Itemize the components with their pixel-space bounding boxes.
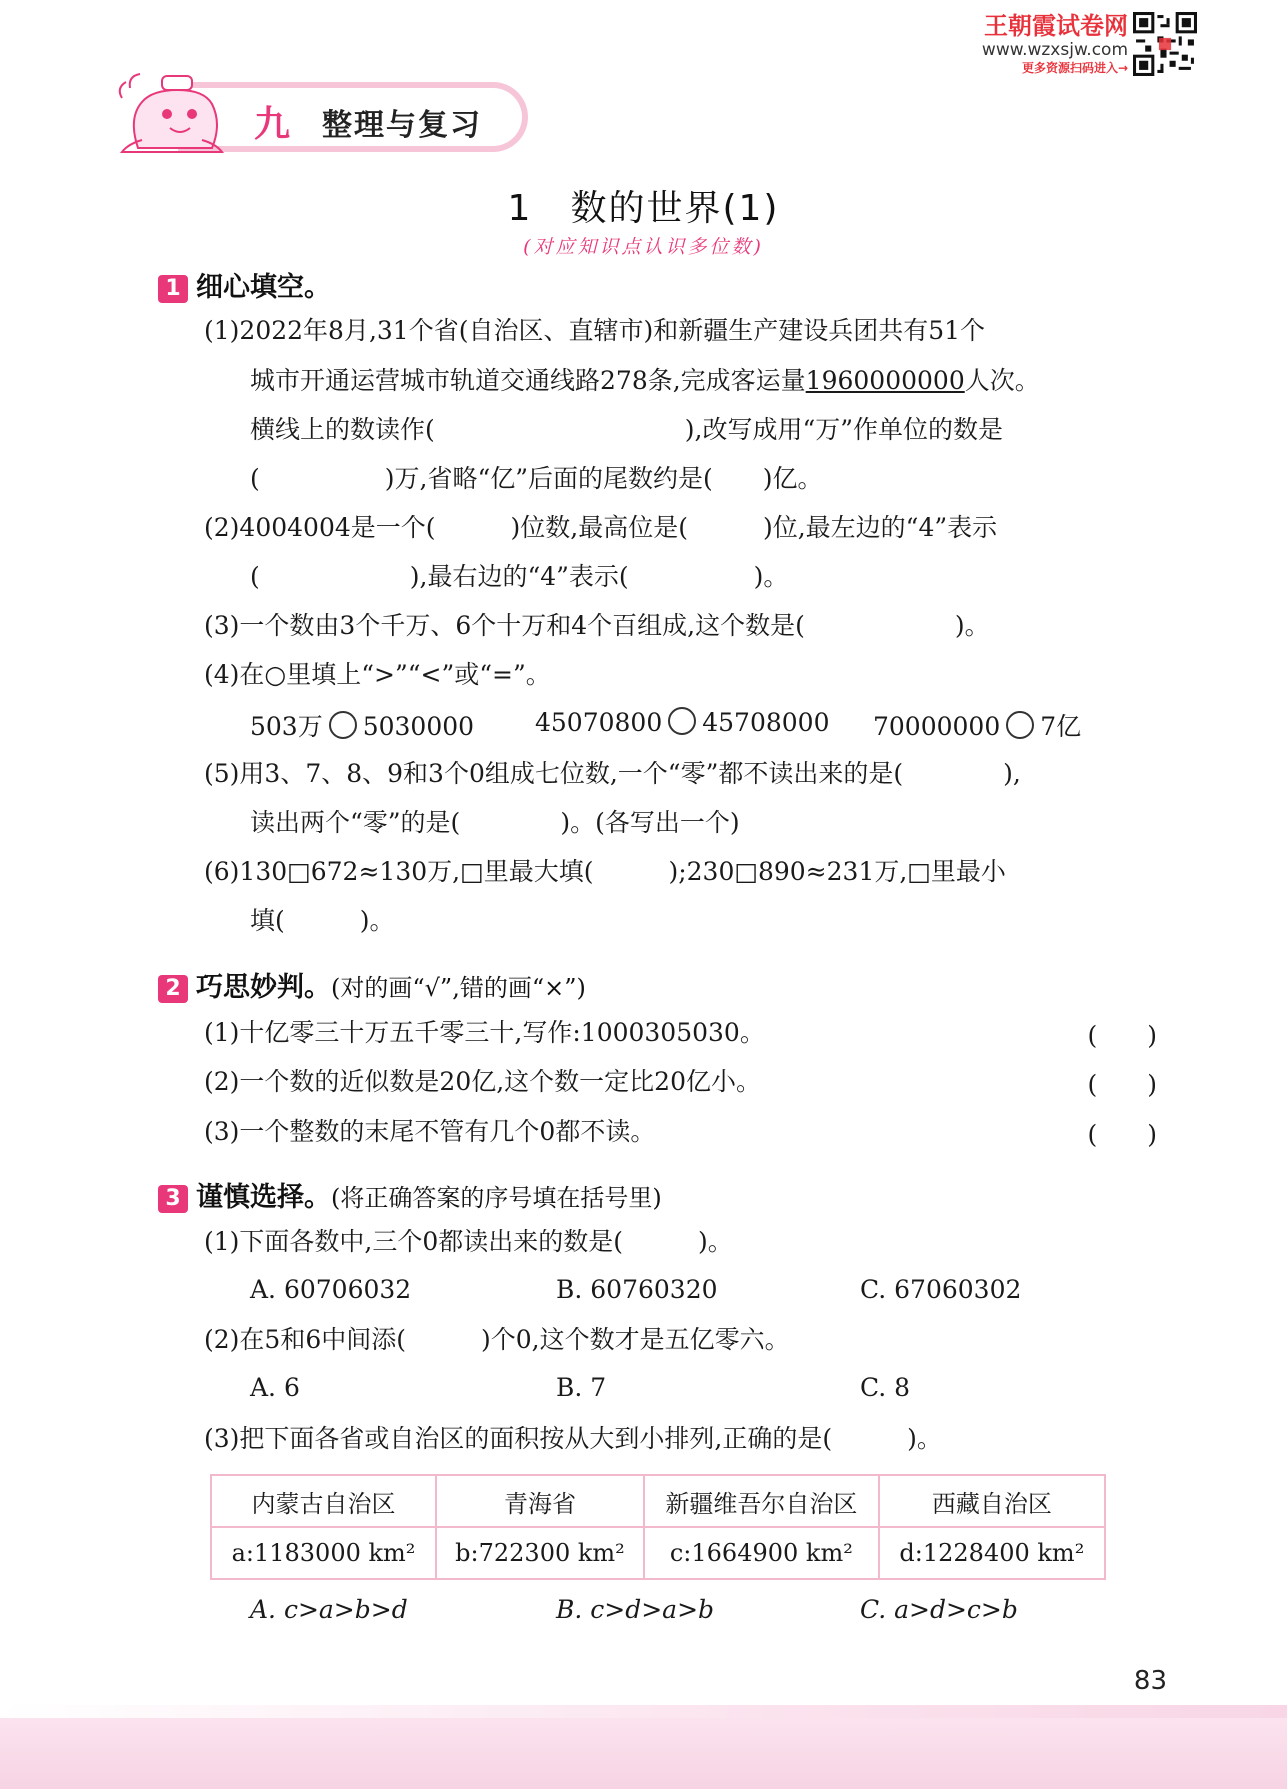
footer-band	[0, 1718, 1287, 1789]
page-number: 83	[1133, 1666, 1167, 1696]
compare-circle-icon[interactable]	[329, 711, 357, 739]
choice-q1[interactable]: (1)下面各数中,三个0都读出来的数是( )。	[204, 1227, 733, 1256]
judge-item-1: (1)十亿零三十万五千零三十,写作:1000305030。	[204, 1018, 765, 1047]
table-cell: b:722300 km²	[436, 1527, 644, 1579]
section-2-badge: 2	[158, 975, 188, 1003]
qr-code-icon[interactable]	[1133, 12, 1197, 76]
compare-b-right: 45708000	[702, 708, 830, 737]
table-header-cell: 西藏自治区	[879, 1475, 1105, 1527]
section-2-heading	[158, 965, 586, 1004]
lesson-subtitle: (对应知识点认识多位数)	[523, 236, 764, 258]
lesson-title: 1 数的世界(1)	[507, 188, 780, 229]
choice-q1-option-b[interactable]: B. 60760320	[556, 1275, 718, 1304]
choice-q3[interactable]: (3)把下面各省或自治区的面积按从大到小排列,正确的是( )。	[204, 1424, 942, 1453]
section-3-title: 谨慎选择。	[196, 1182, 331, 1213]
section-2-title: 巧思妙判。	[196, 972, 331, 1003]
choice-q3-option-a[interactable]: A. c>a>b>d	[250, 1595, 408, 1624]
q5-line-1[interactable]: (5)用3、7、8、9和3个0组成七位数,一个“零”都不读出来的是( ),	[204, 759, 1021, 788]
table-header-row	[211, 1475, 1105, 1527]
chapter-title: 整理与复习	[322, 108, 482, 143]
mascot-illustration	[112, 58, 232, 158]
table-cell: c:1664900 km²	[644, 1527, 879, 1579]
compare-c-right: 7亿	[1040, 712, 1082, 741]
compare-circle-icon[interactable]	[668, 707, 696, 735]
choice-q2-option-c[interactable]: C. 8	[860, 1373, 911, 1402]
q6-line-2[interactable]: 填( )。	[250, 906, 395, 935]
choice-q1-option-a[interactable]: A. 60706032	[250, 1275, 412, 1304]
choice-q2-option-a[interactable]: A. 6	[250, 1373, 300, 1402]
compare-a-right: 5030000	[362, 712, 475, 741]
table-row	[211, 1527, 1105, 1579]
choice-q3-option-b[interactable]: B. c>d>a>b	[556, 1595, 715, 1624]
compare-c-left: 70000000	[873, 712, 1001, 741]
section-1-heading	[158, 265, 331, 304]
choice-q2[interactable]: (2)在5和6中间添( )个0,这个数才是五亿零六。	[204, 1325, 790, 1354]
section-3-heading	[158, 1175, 662, 1214]
q1-line-1: (1)2022年8月,31个省(自治区、直辖市)和新疆生产建设兵团共有51个	[204, 316, 986, 345]
choice-q2-option-b[interactable]: B. 7	[556, 1373, 607, 1402]
choice-q1-option-c[interactable]: C. 67060302	[860, 1275, 1022, 1304]
choice-q3-option-c[interactable]: C. a>d>c>b	[860, 1595, 1018, 1624]
q4-line: (4)在○里填上“>”“<”或“=”。	[204, 660, 551, 689]
compare-item-b	[535, 707, 830, 737]
judge-answer-3[interactable]: ( )	[1087, 1120, 1157, 1149]
q1-line-4[interactable]: ( )万,省略“亿”后面的尾数约是( )亿。	[250, 464, 823, 493]
q3-line[interactable]: (3)一个数由3个千万、6个十万和4个百组成,这个数是( )。	[204, 611, 990, 640]
q1-line-2-end: 人次。	[964, 366, 1040, 395]
compare-item-a	[250, 707, 474, 743]
chapter-number: 九	[254, 104, 291, 145]
judge-answer-2[interactable]: ( )	[1087, 1070, 1157, 1099]
table-cell: a:1183000 km²	[211, 1527, 436, 1579]
judge-item-2: (2)一个数的近似数是20亿,这个数一定比20亿小。	[204, 1067, 761, 1096]
compare-a-left: 503万	[250, 712, 323, 741]
q1-line-2-text: 城市开通运营城市轨道交通线路278条,完成客运量	[250, 366, 806, 395]
q6-line-1[interactable]: (6)130□672≈130万,□里最大填( );230□890≈231万,□里最小	[204, 857, 1006, 886]
brand-title: 王朝霞试卷网	[984, 12, 1128, 40]
section-3-note: (将正确答案的序号填在括号里)	[331, 1184, 662, 1212]
section-3-badge: 3	[158, 1185, 188, 1213]
compare-b-left: 45070800	[535, 708, 663, 737]
q5-line-2[interactable]: 读出两个“零”的是( )。(各写出一个)	[250, 808, 740, 837]
table-cell: d:1228400 km²	[879, 1527, 1105, 1579]
table-header-cell: 青海省	[436, 1475, 644, 1527]
compare-circle-icon[interactable]	[1006, 711, 1034, 739]
brand-url[interactable]: www.wzxsjw.com	[981, 40, 1128, 60]
q2-line-2[interactable]: ( ),最右边的“4”表示( )。	[250, 562, 789, 591]
judge-answer-1[interactable]: ( )	[1087, 1021, 1157, 1050]
judge-item-3: (3)一个整数的末尾不管有几个0都不读。	[204, 1117, 656, 1146]
q2-line-1[interactable]: (2)4004004是一个( )位数,最高位是( )位,最左边的“4”表示	[204, 513, 998, 542]
section-2-note: (对的画“√”,错的画“×”)	[331, 974, 586, 1002]
q1-line-3[interactable]: 横线上的数读作( ),改写成用“万”作单位的数是	[250, 415, 1004, 444]
area-table	[210, 1474, 1106, 1580]
section-1-badge: 1	[158, 275, 188, 303]
brand-tagline: 更多资源扫码进入→	[1021, 61, 1128, 75]
q1-line-2	[250, 364, 1040, 398]
underlined-number: 1960000000	[805, 366, 965, 395]
section-1-title: 细心填空。	[196, 272, 331, 303]
table-header-cell: 新疆维吾尔自治区	[644, 1475, 879, 1527]
compare-item-c	[873, 707, 1081, 743]
table-header-cell: 内蒙古自治区	[211, 1475, 436, 1527]
brand-block	[960, 12, 1128, 76]
